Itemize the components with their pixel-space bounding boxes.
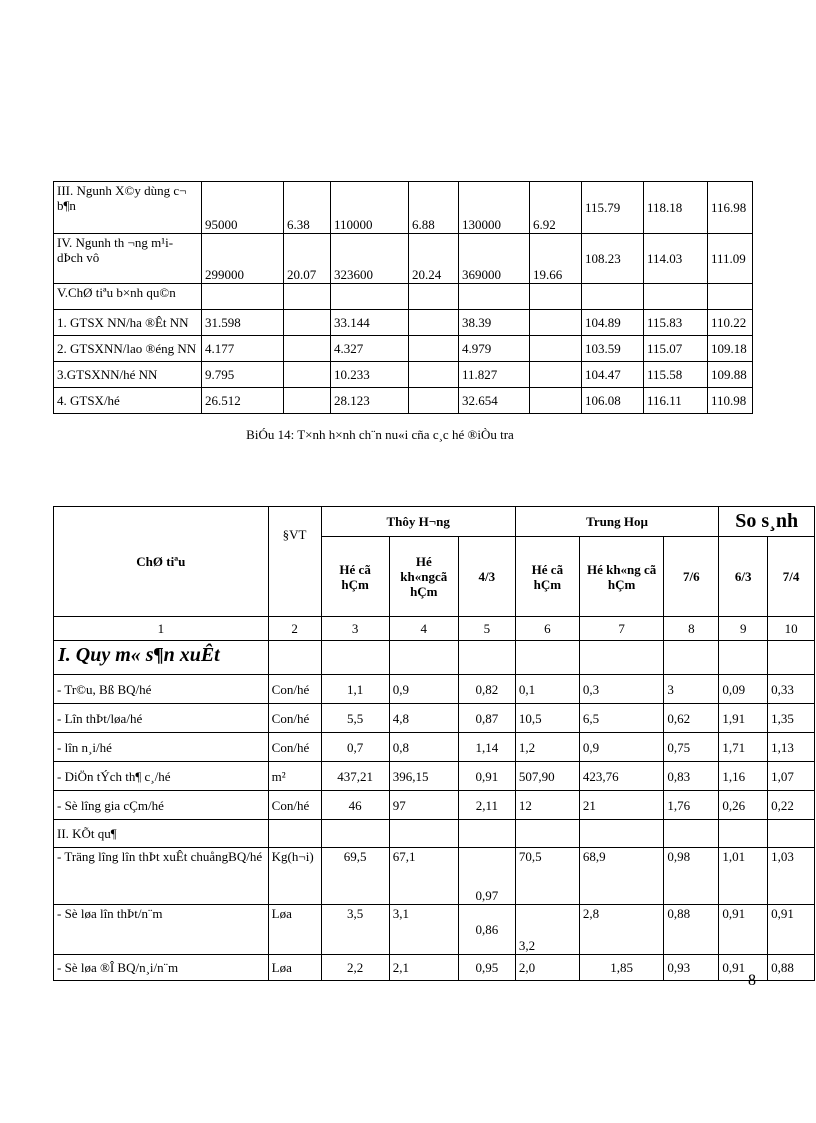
header-chitieu: ChØ tiªu	[54, 507, 269, 617]
header-group-1: Thôy H¬ng	[321, 507, 515, 537]
summary-table	[53, 181, 753, 414]
table-row: - Sè lîng gia cÇm/hé Con/hé 46 97 2,11 12 21 1,76 0,26 0,22	[54, 791, 815, 820]
table-row: - DiÖn tÝch th¶ c¸/hé m² 437,21 396,15 0,91 507,90 423,76 0,83 1,16 1,07	[54, 762, 815, 791]
header-group-3: So s¸nh	[719, 507, 815, 537]
header-row	[54, 507, 815, 537]
table-row: IV. Ngunh th ¬ng m¹i-dÞch vô 299000 20.07 323600 20.24 369000 19.66 108.23 114.03 111.09	[54, 234, 753, 284]
table-row: 2. GTSXNN/lao ®éng NN 4.177 4.327 4.979 103.59 115.07 109.18	[54, 336, 753, 362]
livestock-table	[53, 506, 815, 981]
header-group-2: Trung Hoµ	[515, 507, 718, 537]
table-row: - Tr©u, Bß BQ/hé Con/hé 1,1 0,9 0,82 0,1 0,3 3 0,09 0,33	[54, 675, 815, 704]
table-row: - Träng lîng lîn thÞt xuÊt chuångBQ/hé Kg(h¬i) 69,5 67,1 0,97 70,5 68,9 0,98 1,01 1,03	[54, 848, 815, 905]
table-row: - Sè løa lîn thÞt/n¨m Løa 3,5 3,1 0,86 3,2 2,8 0,88 0,91 0,91	[54, 905, 815, 955]
section-title: II. KÕt qu¶	[54, 820, 269, 848]
table-row: 1. GTSX NN/ha ®Êt NN 31.598 33.144 38.39 104.89 115.83 110.22	[54, 310, 753, 336]
page-number: 8	[748, 972, 756, 989]
table-row: III. Ngunh X©y dùng c¬ b¶n 95000 6.38 110000 6.88 130000 6.92 115.79 118.18 116.98	[54, 182, 753, 234]
header-row: Hé cã hÇm Hé kh«ngcã hÇm 4/3 Hé cã hÇm Hé kh«ng cã hÇm 7/6 6/3 7/4	[54, 537, 815, 617]
table-row: - lîn n¸i/hé Con/hé 0,7 0,8 1,14 1,2 0,9 0,75 1,71 1,13	[54, 733, 815, 762]
section-row	[54, 820, 815, 848]
table-row: V.ChØ tiªu b×nh qu©n	[54, 284, 753, 310]
header-dvt: §VT	[268, 507, 321, 617]
column-number-row: 1 2 3 4 5 6 7 8 9 10	[54, 617, 815, 641]
table-row: 3.GTSXNN/hé NN 9.795 10.233 11.827 104.47 115.58 109.88	[54, 362, 753, 388]
table-row: - Sè løa ®Î BQ/n¸i/n¨m Løa 2,2 2,1 0,95 2,0 1,85 0,93 0,91 0,88	[54, 955, 815, 981]
table-row: 4. GTSX/hé 26.512 28.123 32.654 106.08 116.11 110.98	[54, 388, 753, 414]
section-title: I. Quy m« s¶n xuÊt	[54, 641, 269, 675]
table-caption: BiÓu 14: T×nh h×nh ch¨n nu«i cña c¸c hé ®iÒu tra	[246, 427, 514, 442]
table-row: - Lîn thÞt/løa/hé Con/hé 5,5 4,8 0,87 10,5 6,5 0,62 1,91 1,35	[54, 704, 815, 733]
section-row	[54, 641, 815, 675]
